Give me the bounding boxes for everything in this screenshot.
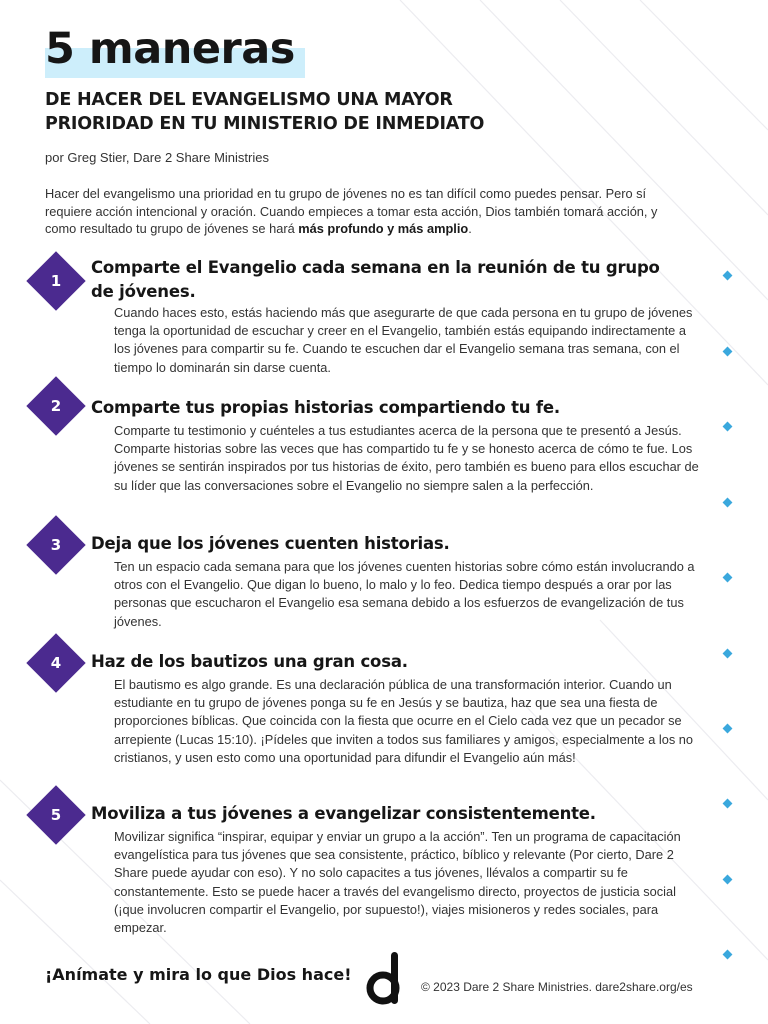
item-title-1: Comparte el Evangelio cada semana en la reunión de tu grupo de jóvenes. xyxy=(91,258,660,301)
side-diamond-icon xyxy=(723,573,733,583)
side-diamond-icon xyxy=(723,649,733,659)
item-number-5: 5 xyxy=(50,806,62,824)
title-block xyxy=(45,22,295,76)
item-title-4: Haz de los bautizos una gran cosa. xyxy=(91,652,408,671)
item-body-4: El bautismo es algo grande. Es una declaración pública de una transformación interior. Cuando un estudiante en tu grupo de jóvenes ponga su fe en Jesús y se bautiza, haz que sea una fiesta de proporciones bíblicas. Que coincida con la fiesta que ocurre en el Cielo cada vez que un pecador se arrepiente (Lucas 15:10). ¡Pídeles que inviten a todos sus familiares y amigos, especialmente a los no cristianos, y usen esto como una oportunidad para difundir el Evangelio aún más! xyxy=(114,677,694,765)
side-diamond-icon xyxy=(723,347,733,357)
item-body-1: Cuando haces esto, estás haciendo más que asegurarte de que cada persona en tu grupo de jóvenes tenga la oportunidad de escuchar y creer en el Evangelio, también estás equipando indirectamente a los jóvenes para compartir su fe. Cuando te escuchen dar el Evangelio semana tras semana, con el tiempo lo dominarán sin darse cuenta. xyxy=(114,305,693,375)
item-title-2: Comparte tus propias historias compartiendo tu fe. xyxy=(91,398,560,417)
side-diamond-icon xyxy=(723,950,733,960)
page-subtitle xyxy=(45,88,545,136)
item-body-3: Ten un espacio cada semana para que los jóvenes cuenten historias sobre cómo están involucrando a otros con el Evangelio. Que digan lo bueno, lo malo y lo feo. Dedica tiempo después a orar por las personas que escucharon el Evangelio esa semana debido a los esfuerzos de evangelización de tus jóvenes. xyxy=(114,559,695,629)
side-diamond-icon xyxy=(723,422,733,432)
copyright-text: © 2023 Dare 2 Share Ministries. dare2share.org/es xyxy=(421,980,693,994)
intro-text: Hacer del evangelismo una prioridad en tu grupo de jóvenes no es tan difícil como puedes pensar. Pero sí requiere acción intencional y oración. Cuando empieces a tomar esta acción, Dios también tomará acción, y como resultado tu grupo de jóvenes se hará xyxy=(45,186,658,236)
intro-paragraph xyxy=(45,185,665,238)
item-number-4: 4 xyxy=(50,654,62,672)
d-logo-icon xyxy=(364,950,404,1006)
side-diamond-icon xyxy=(723,724,733,734)
intro-end: . xyxy=(468,221,472,236)
item-title-3: Deja que los jóvenes cuenten historias. xyxy=(91,534,450,553)
side-diamond-icon xyxy=(723,875,733,885)
footer-call-to-action: ¡Anímate y mira lo que Dios hace! xyxy=(45,965,352,984)
subtitle-line-1: DE HACER DEL EVANGELISMO UNA MAYOR xyxy=(45,90,453,110)
side-diamond-icon xyxy=(723,498,733,508)
intro-bold: más profundo y más amplio xyxy=(298,221,469,236)
item-body-2: Comparte tu testimonio y cuénteles a tus estudiantes acerca de la persona que te presentó a Jesús. Comparte historias sobre las veces que has compartido tu fe y se honesto acerca de cómo te fue. Los jóvenes se sentirán inspirados por tus historias de éxito, pero también es bueno para ellos escuchar de su líder que las conversaciones sobre el Evangelio no siempre salen a la perfección. xyxy=(114,423,699,493)
item-title-5: Moviliza a tus jóvenes a evangelizar consistentemente. xyxy=(91,804,596,823)
item-body-5: Movilizar significa “inspirar, equipar y enviar un grupo a la acción”. Ten un programa de capacitación evangelística para tus jóvenes que sea consistente, práctico, bíblico y relevante (Por cierto, Dare 2 Share puede ayudar con eso). Y no solo capacites a tus jóvenes, llévalos a compartir su fe constantemente. Esto se puede hacer a través del evangelismo directo, proyectos de justicia social (¡que involucren compartir el Evangelio, por supuesto!), viajes misioneros y redes sociales, para empezar. xyxy=(114,829,681,936)
side-diamond-icon xyxy=(723,799,733,809)
item-number-2: 2 xyxy=(50,397,62,415)
byline: por Greg Stier, Dare 2 Share Ministries xyxy=(45,150,269,165)
side-diamond-icon xyxy=(723,271,733,281)
item-number-3: 3 xyxy=(50,536,62,554)
page-title: 5 maneras xyxy=(45,24,295,74)
subtitle-line-2: PRIORIDAD EN TU MINISTERIO DE INMEDIATO xyxy=(45,114,485,134)
item-number-1: 1 xyxy=(50,272,62,290)
